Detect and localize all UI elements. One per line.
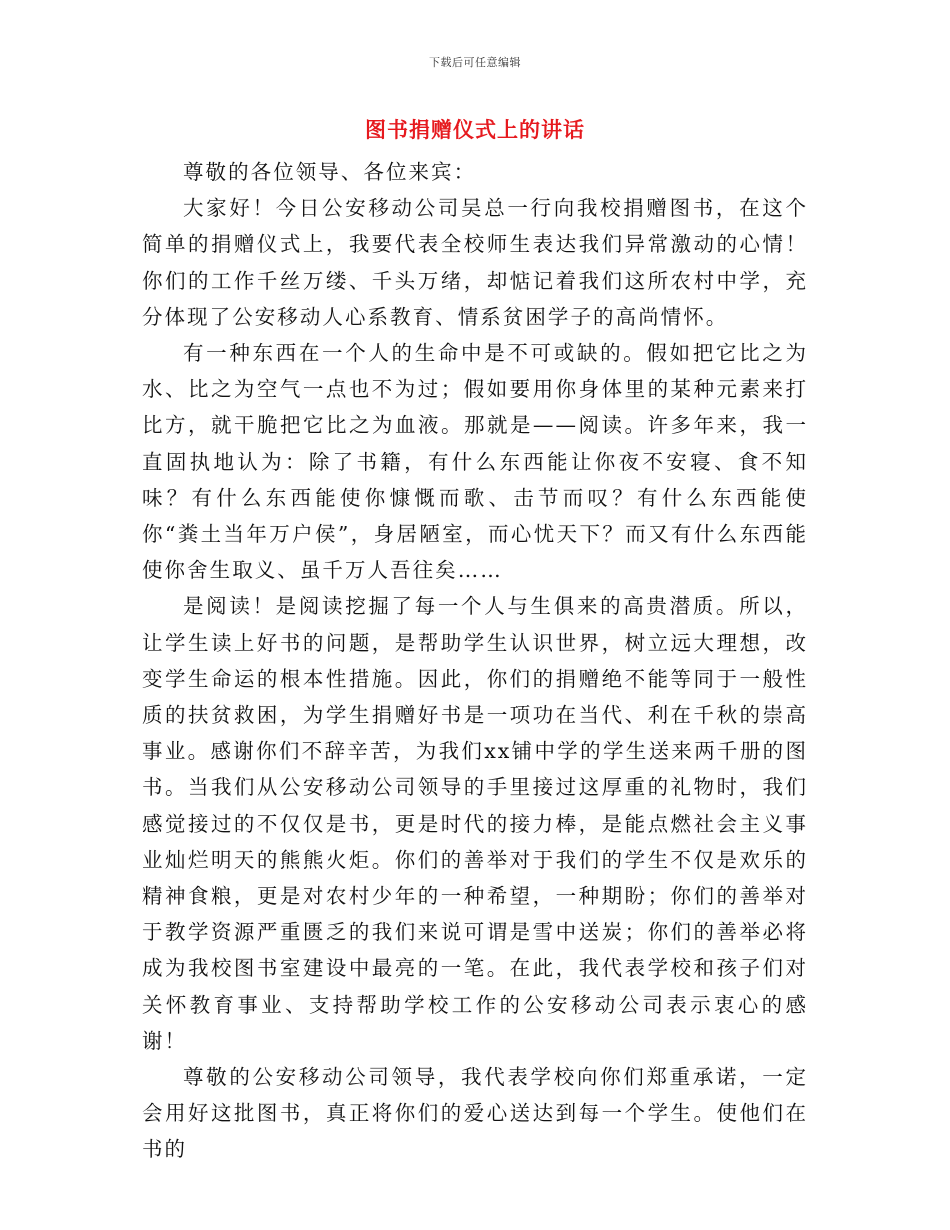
document-body — [142, 154, 808, 1168]
body-paragraph: 是阅读！是阅读挖掘了每一个人与生俱来的高贵潜质。所以，让学生读上好书的问题，是帮助学生认识世界，树立远大理想，改变学生命运的根本性措施。因此，你们的捐赠绝不能等同于一般性质的扶贫救困，为学生捐赠好书是一项功在当代、利在千秋的崇高事业。感谢你们不辞辛苦，为我们xx铺中学的学生送来两千册的图书。当我们从公安移动公司领导的手里接过这厚重的礼物时，我们感觉接过的不仅仅是书，更是时代的接力棒，是能点燃社会主义事业灿烂明天的熊熊火炬。你们的善举对于我们的学生不仅是欢乐的精神食粮，更是对农村少年的一种希望，一种期盼；你们的善举对于教学资源严重匮乏的我们来说可谓是雪中送炭；你们的善举必将成为我校图书室建设中最亮的一笔。在此，我代表学校和孩子们对关怀教育事业、支持帮助学校工作的公安移动公司表示衷心的感谢！ — [142, 594, 808, 1053]
salutation-paragraph: 尊敬的各位领导、各位来宾： — [183, 160, 477, 184]
document-title: 图书捐赠仪式上的讲话 — [365, 117, 585, 142]
body-paragraph: 大家好！今日公安移动公司吴总一行向我校捐赠图书，在这个简单的捐赠仪式上，我要代表全校师生表达我们异常激动的心情！你们的工作千丝万缕、千头万绪，却惦记着我们这所农村中学，充分体现了公安移动人心系教育、情系贫困学子的高尚情怀。 — [142, 196, 808, 329]
body-paragraph: 有一种东西在一个人的生命中是不可或缺的。假如把它比之为水、比之为空气一点也不为过；假如要用你身体里的某种元素来打比方，就干脆把它比之为血液。那就是——阅读。许多年来，我一直固执地认为：除了书籍，有什么东西能让你夜不安寝、食不知味？有什么东西能使你慷慨而歌、击节而叹？有什么东西能使你“粪土当年万户侯”，身居陋室，而心忧天下？而又有什么东西能使你舍生取义、虽千万人吾往矣…… — [142, 341, 808, 583]
body-paragraph: 尊敬的公安移动公司领导，我代表学校向你们郑重承诺，一定会用好这批图书，真正将你们的爱心送达到每一个学生。使他们在书的 — [142, 1065, 808, 1162]
header-note: 下载后可任意编辑 — [429, 56, 521, 69]
